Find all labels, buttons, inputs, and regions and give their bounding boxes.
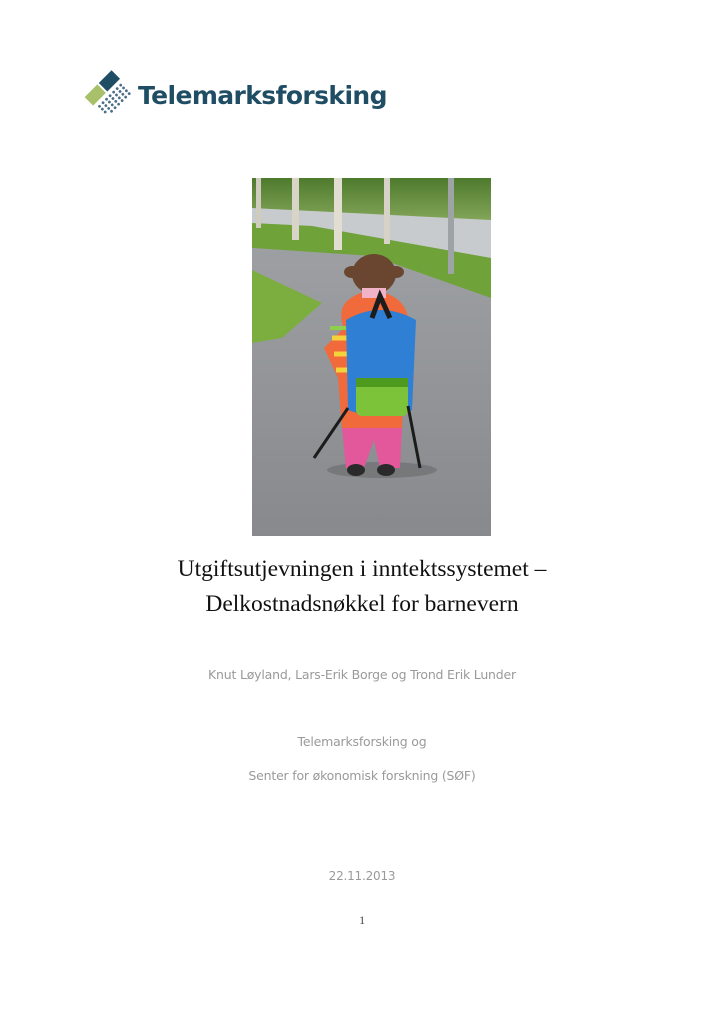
telemarksforsking-logo [82, 68, 387, 122]
title-line-1: Utgiftsutjevningen i inntektssystemet – [177, 556, 547, 582]
page-number: 1 [359, 913, 365, 927]
logo-mark-icon [82, 69, 134, 121]
authors: Knut Løyland, Lars-Erik Borge og Trond Erik Lunder [208, 667, 516, 682]
institution-line-2: Senter for økonomisk forskning (SØF) [248, 768, 476, 783]
child-with-backpack-photo [252, 178, 491, 536]
logo-wordmark: Telemarksforsking [138, 80, 387, 110]
title-line-2: Delkostnadsnøkkel for barnevern [205, 591, 519, 617]
report-title [60, 552, 664, 622]
report-date: 22.11.2013 [328, 869, 396, 883]
institution-line-1: Telemarksforsking og [297, 734, 427, 749]
